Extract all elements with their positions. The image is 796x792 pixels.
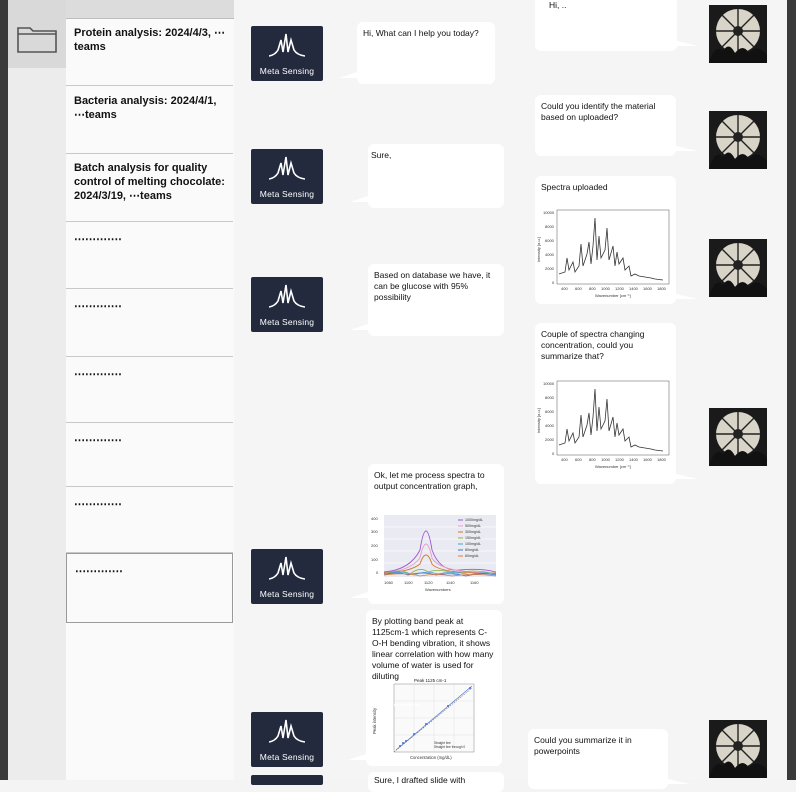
- y-axis-label: Peak intensity: [372, 707, 377, 734]
- logo-text: Meta Sensing: [259, 752, 315, 762]
- user-message: [528, 729, 668, 789]
- x-tick: 1160: [470, 580, 479, 585]
- history-item[interactable]: [66, 423, 233, 487]
- meta-sensing-logo: [251, 775, 323, 785]
- y-axis-label: Intensity [a.u.]: [536, 408, 541, 433]
- bot-message: [368, 772, 504, 792]
- x-tick: 1000: [601, 457, 610, 462]
- legend-entry: 100mg/dL: [465, 542, 481, 546]
- meta-sensing-logo: [251, 712, 323, 767]
- x-tick: 1000: [601, 286, 610, 291]
- clock-window-avatar-icon: [709, 239, 767, 297]
- meta-sensing-logo: [251, 149, 323, 204]
- y-tick: 6000: [545, 238, 554, 243]
- x-axis-label: Concentration (mg/dL): [410, 755, 452, 760]
- waveform-logo-icon: [269, 555, 305, 581]
- user-avatar: [709, 720, 767, 778]
- x-tick: 1600: [643, 286, 652, 291]
- legend-entry: 60mg/dL: [465, 554, 479, 558]
- x-axis-label: Wavenumber [cm⁻¹]: [595, 464, 631, 469]
- uploaded-spectrum-chart: [535, 206, 675, 300]
- meta-sensing-logo: [251, 26, 323, 81]
- legend-entry: Straight line: [434, 741, 451, 745]
- y-tick: 0: [552, 280, 555, 285]
- bot-message-text: By plotting band peak at 1125cm-1 which represents C-O-H bending vibration, it shows linear correlation with how many volume of water is used for diluting: [372, 616, 494, 681]
- history-item-label: ․․․․․․․․․․․․․: [74, 366, 122, 378]
- x-tick: 1060: [384, 580, 393, 585]
- logo-text: Meta Sensing: [259, 66, 315, 76]
- legend-entry: 300mg/dL: [465, 530, 481, 534]
- history-item-label: Bacteria analysis: 2024/4/1, ⋯teams: [74, 95, 217, 121]
- bot-message-text: Sure, I drafted slide with: [374, 775, 466, 785]
- user-avatar: [709, 5, 767, 63]
- x-tick: 600: [575, 286, 582, 291]
- folder-button[interactable]: [8, 0, 66, 68]
- peak-regression-chart: [368, 676, 500, 766]
- user-message-text: Could you identify the material based on uploaded?: [541, 101, 656, 122]
- user-avatar: [709, 408, 767, 466]
- y-tick: 200: [371, 543, 378, 548]
- history-item-label: ․․․․․․․․․․․․․: [74, 432, 122, 444]
- x-tick: 1400: [629, 457, 638, 462]
- history-item[interactable]: [66, 18, 233, 86]
- history-item-label: Protein analysis: 2024/4/3, ⋯teams: [74, 27, 226, 53]
- bot-message-text: Sure,: [371, 150, 392, 160]
- y-tick: 100: [371, 557, 378, 562]
- history-header: [66, 0, 234, 19]
- x-tick: 1140: [446, 580, 455, 585]
- legend-entry: 1000mg/dL: [465, 518, 483, 522]
- x-tick: 1800: [657, 286, 666, 291]
- x-tick: 600: [575, 457, 582, 462]
- history-item[interactable]: [66, 86, 233, 154]
- y-tick: 2000: [545, 437, 554, 442]
- bot-message: [368, 464, 504, 604]
- history-item[interactable]: [66, 154, 233, 222]
- bot-message-text: Based on database we have, it can be glucose with 95% possibility: [374, 270, 491, 302]
- y-tick: 6000: [545, 409, 554, 414]
- user-message-text: Couple of spectra changing concentration, could you summarize that?: [541, 329, 645, 361]
- x-tick: 1600: [643, 457, 652, 462]
- x-tick: 1800: [657, 457, 666, 462]
- user-message: [535, 323, 676, 484]
- window-frame-left: [0, 0, 8, 780]
- x-tick: 1200: [615, 286, 624, 291]
- user-message: [535, 176, 676, 304]
- user-message-text: Hi, ..: [549, 0, 567, 10]
- history-item-label: ․․․․․․․․․․․․․: [74, 298, 122, 310]
- clock-window-avatar-icon: [709, 408, 767, 466]
- concentration-chart: [370, 510, 502, 600]
- user-message: [535, 95, 676, 156]
- x-axis-label: Wavenumber [cm⁻¹]: [595, 293, 631, 298]
- history-item[interactable]: [66, 222, 233, 289]
- x-tick: 400: [561, 286, 568, 291]
- y-tick: 300: [371, 529, 378, 534]
- y-axis-label: Intensity [a.u.]: [536, 237, 541, 262]
- user-avatar: [709, 239, 767, 297]
- x-tick: 800: [589, 286, 596, 291]
- bot-message: [368, 144, 504, 208]
- legend-entry: 500mg/dL: [465, 524, 481, 528]
- waveform-logo-icon: [269, 32, 305, 58]
- bot-message-text: Ok, let me process spectra to output concentration graph,: [374, 470, 485, 491]
- y-tick: 400: [371, 516, 378, 521]
- history-item-selected[interactable]: [66, 553, 233, 623]
- bot-message-text: Hi, What can I help you today?: [363, 28, 479, 38]
- logo-text: Meta Sensing: [259, 317, 315, 327]
- user-message-text: Spectra uploaded: [541, 182, 608, 192]
- uploaded-spectrum-chart: [535, 377, 675, 471]
- history-item[interactable]: [66, 487, 233, 553]
- y-tick: 8000: [545, 224, 554, 229]
- legend-entry: Straight line through 0: [434, 745, 466, 749]
- history-item-label: ․․․․․․․․․․․․․: [74, 496, 122, 508]
- history-item-label: ․․․․․․․․․․․․․: [75, 563, 123, 575]
- x-tick: 1120: [424, 580, 433, 585]
- clock-window-avatar-icon: [709, 720, 767, 778]
- x-tick: 400: [561, 457, 568, 462]
- waveform-logo-icon: [269, 718, 305, 744]
- history-item[interactable]: [66, 357, 233, 423]
- history-item-label: ․․․․․․․․․․․․․: [74, 231, 122, 243]
- chat-history-panel: [66, 0, 235, 780]
- x-tick: 1200: [615, 457, 624, 462]
- x-tick: 1400: [629, 286, 638, 291]
- legend-entry: 150mg/dL: [465, 536, 481, 540]
- history-item[interactable]: [66, 289, 233, 357]
- logo-text: Meta Sensing: [259, 189, 315, 199]
- logo-text: Meta Sensing: [259, 589, 315, 599]
- y-tick: 8000: [545, 395, 554, 400]
- x-tick: 1100: [404, 580, 413, 585]
- user-message-text: Could you summarize it in powerpoints: [534, 735, 632, 756]
- user-message: [535, 0, 677, 51]
- nav-rail: [8, 0, 67, 780]
- y-tick: 2000: [545, 266, 554, 271]
- bot-message: [368, 264, 504, 336]
- waveform-logo-icon: [269, 283, 305, 309]
- chart-title: Peak 1125 cm-1: [414, 678, 447, 683]
- meta-sensing-logo: [251, 277, 323, 332]
- x-tick: 800: [589, 457, 596, 462]
- bot-message: [366, 610, 502, 766]
- bot-message: [357, 22, 495, 84]
- chat-area: [234, 0, 787, 785]
- meta-sensing-logo: [251, 549, 323, 604]
- folder-icon: [16, 24, 58, 54]
- y-tick: 10000: [543, 210, 555, 215]
- y-tick: 4000: [545, 423, 554, 428]
- y-tick: 10000: [543, 381, 555, 386]
- user-avatar: [709, 111, 767, 169]
- y-tick: 0: [552, 451, 555, 456]
- legend-entry: 80mg/dL: [465, 548, 479, 552]
- y-tick: 0: [376, 570, 379, 575]
- clock-window-avatar-icon: [709, 5, 767, 63]
- y-tick: 4000: [545, 252, 554, 257]
- clock-window-avatar-icon: [709, 111, 767, 169]
- waveform-logo-icon: [269, 155, 305, 181]
- history-item-label: Batch analysis for quality control of melting chocolate: 2024/3/19, ⋯teams: [74, 162, 225, 202]
- x-axis-label: Wavenumbers: [425, 587, 451, 592]
- window-frame-right: [787, 0, 796, 780]
